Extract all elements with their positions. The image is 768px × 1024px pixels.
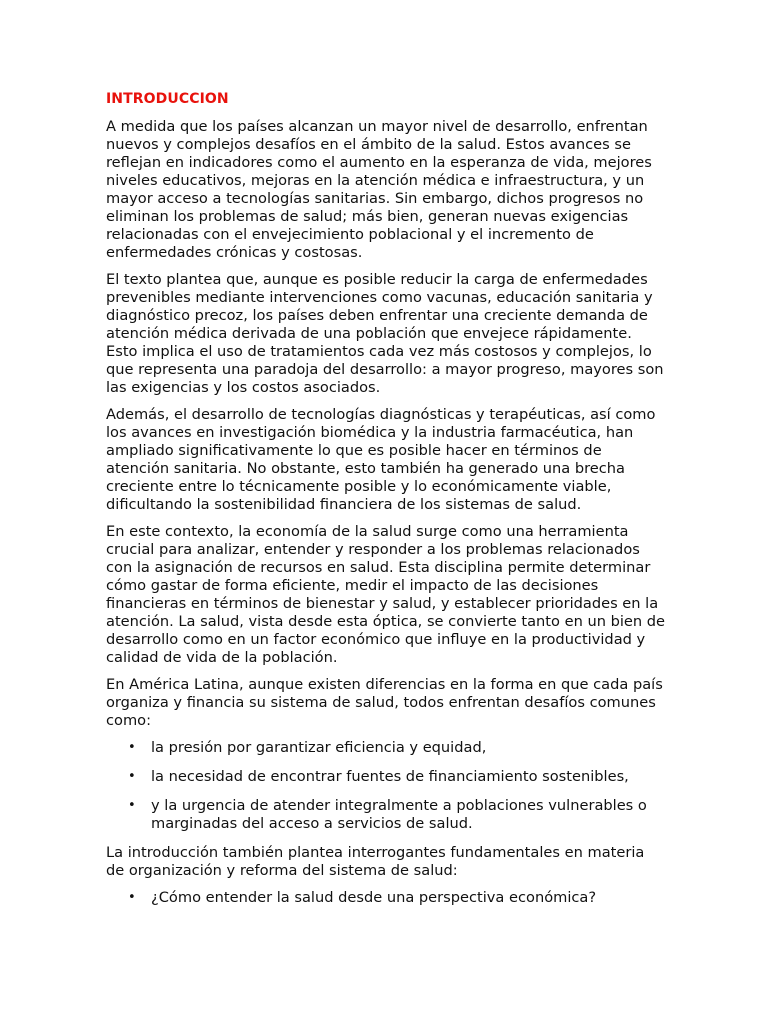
- paragraph-4: En este contexto, la economía de la salud surge como una herramienta crucial para analizar, entender y responder a los problemas relacionados con la asignación de recursos en salud. Esta disciplina permite determinar cómo gastar de forma eficiente, medir el impacto de las decisiones financieras en términos de bienestar y salud, y establecer prioridades en la atención. La salud, vista desde esta óptica, se convierte tanto en un bien de desarrollo como en un factor económico que influye en la productividad y calidad de vida de la población.: [106, 523, 666, 666]
- list-item: [106, 889, 666, 907]
- paragraph-5: En América Latina, aunque existen diferencias en la forma en que cada país organiza y financia su sistema de salud, todos enfrentan desafíos comunes como:: [106, 676, 663, 729]
- section-heading: INTRODUCCION: [106, 91, 229, 107]
- paragraph-6: La introducción también plantea interrogantes fundamentales en materia de organización y reforma del sistema de salud:: [106, 844, 645, 879]
- bullet-icon: •: [128, 769, 136, 784]
- paragraph-3: Además, el desarrollo de tecnologías diagnósticas y terapéuticas, así como los avances en investigación biomédica y la industria farmacéutica, han ampliado significativamente lo que es posible hacer en términos de atención sanitaria. No obstante, esto también ha generado una brecha creciente entre lo técnicamente posible y lo económicamente viable, dificultando la sostenibilidad financiera de los sistemas de salud.: [106, 406, 656, 513]
- list-item-text: ¿Cómo entender la salud desde una perspectiva económica?: [151, 889, 597, 906]
- list-item: [106, 739, 666, 757]
- list-item-text: la presión por garantizar eficiencia y equidad,: [151, 739, 487, 756]
- list-item: [106, 797, 666, 833]
- paragraph-1: A medida que los países alcanzan un mayor nivel de desarrollo, enfrentan nuevos y complejos desafíos en el ámbito de la salud. Estos avances se reflejan en indicadores como el aumento en la esperanza de vida, mejores niveles educativos, mejoras en la atención médica e infraestructura, y un mayor acceso a tecnologías sanitarias. Sin embargo, dichos progresos no eliminan los problemas de salud; más bien, generan nuevas exigencias relacionadas con el envejecimiento poblacional y el incremento de enfermedades crónicas y costosas.: [106, 118, 652, 261]
- list-item: [106, 768, 666, 786]
- list-item-text: y la urgencia de atender integralmente a poblaciones vulnerables o marginadas del acceso a servicios de salud.: [151, 797, 647, 832]
- document-page: [106, 90, 666, 918]
- challenges-list: [106, 739, 666, 833]
- bullet-icon: •: [128, 890, 136, 905]
- bullet-icon: •: [128, 740, 136, 755]
- questions-list: [106, 889, 666, 907]
- bullet-icon: •: [128, 798, 136, 813]
- paragraph-2: El texto plantea que, aunque es posible reducir la carga de enfermedades prevenibles mediante intervenciones como vacunas, educación sanitaria y diagnóstico precoz, los países deben enfrentar una creciente demanda de atención médica derivada de una población que envejece rápidamente. Esto implica el uso de tratamientos cada vez más costosos y complejos, lo que representa una paradoja del desarrollo: a mayor progreso, mayores son las exigencias y los costos asociados.: [106, 271, 664, 396]
- list-item-text: la necesidad de encontrar fuentes de financiamiento sostenibles,: [151, 768, 629, 785]
